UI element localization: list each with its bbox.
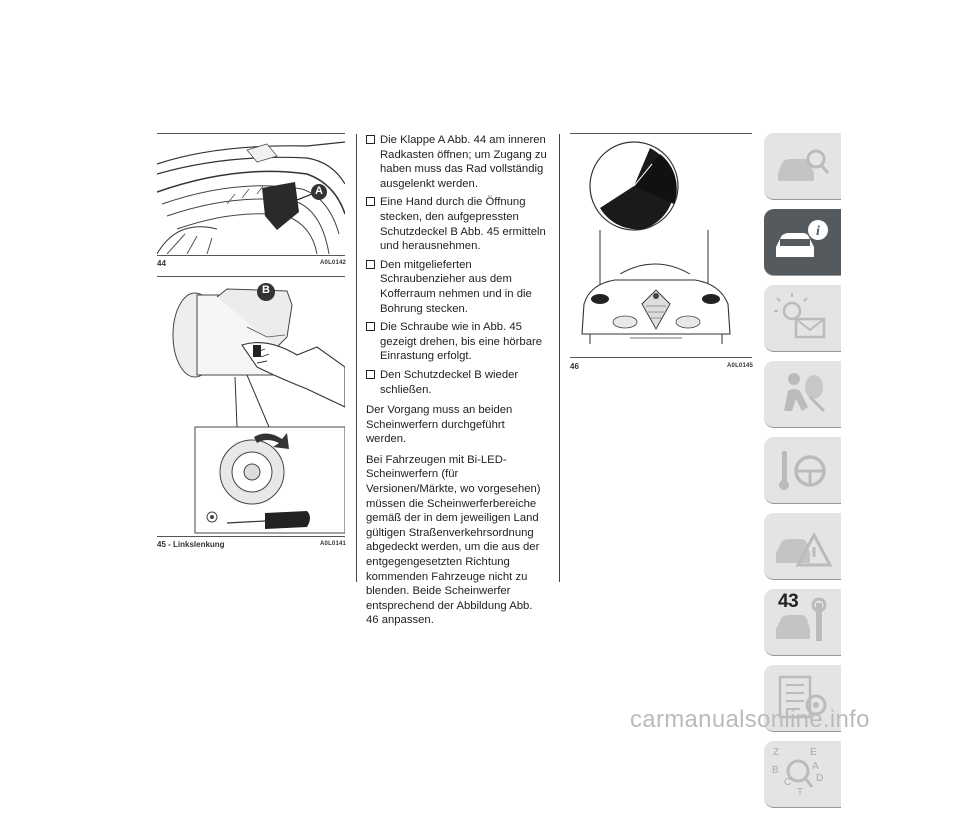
chapter-tab-car-info[interactable] bbox=[764, 209, 841, 276]
instruction-step-3: Den mitgelieferten Schraubenzieher aus dem Kofferraum nehmen und in die Bohrung stecken. bbox=[366, 258, 548, 316]
index-letter: A bbox=[812, 761, 819, 772]
index-letter: D bbox=[816, 773, 824, 784]
figure-45-code: A0L0141 bbox=[320, 541, 347, 547]
chapter-tab-emergency[interactable] bbox=[764, 513, 841, 580]
light-message-icon bbox=[772, 291, 832, 345]
car-warning-icon bbox=[772, 519, 832, 573]
checkbox-square-icon bbox=[366, 135, 375, 144]
svg-text:i: i bbox=[816, 224, 820, 239]
instruction-step-4: Die Schraube wie in Abb. 45 gezeigt drehen, bis eine hörbare Einrastung erfolgt. bbox=[366, 320, 548, 364]
instruction-step-5: Den Schutzdeckel B wieder schließen. bbox=[366, 368, 548, 397]
paragraph-bi-led: Bei Fahrzeugen mit Bi-LED-Scheinwerfern (für Versionen/Märkte, wo vorgesehen) müssen die Scheinwerferbereiche gemäß der in dem jeweiligen Land gültigen Straßenverkehrsordnung abgedeckt werden, um die aus der entgegengesetzten Richtung kommenden Fahrzeuge nicht zu blenden. Beide Scheinwerfer entsprechend der Abbildung Abb. 46 anpassen. bbox=[366, 453, 541, 627]
paragraph-both-headlamps: Der Vorgang muss an beiden Scheinwerfern durchgeführt werden. bbox=[366, 404, 513, 446]
callout-a-label: A bbox=[315, 185, 323, 197]
chapter-tab-lights-messages[interactable] bbox=[764, 285, 841, 352]
column-divider-right bbox=[559, 134, 560, 582]
column-divider-left bbox=[356, 134, 357, 582]
checkbox-square-icon bbox=[366, 197, 375, 206]
car-info-icon bbox=[772, 215, 832, 269]
chapter-tab-driving[interactable] bbox=[764, 437, 841, 504]
index-letter: B bbox=[772, 765, 779, 776]
figure-46-bottom-rule bbox=[570, 357, 752, 358]
figure-44-wheel-arch bbox=[157, 134, 345, 254]
index-letter: E bbox=[810, 747, 817, 758]
watermark: carmanualsonline.info bbox=[630, 706, 870, 733]
chapter-tab-index[interactable] bbox=[764, 741, 841, 808]
figure-46-code: A0L0145 bbox=[727, 363, 754, 369]
checkbox-square-icon bbox=[366, 260, 375, 269]
figure-45-bottom-rule bbox=[157, 536, 345, 537]
figure-46-car-front bbox=[570, 134, 752, 356]
figure-44-code: A0L0142 bbox=[320, 260, 347, 266]
steering-wheel-icon bbox=[772, 443, 832, 497]
checkbox-square-icon bbox=[366, 370, 375, 379]
instruction-step-2: Eine Hand durch die Öffnung stecken, den aufgepressten Schutzdeckel B Abb. 45 ermitteln und herausnehmen. bbox=[366, 195, 548, 253]
figure-45-caption: 45 - Linkslenkung bbox=[157, 540, 225, 549]
figure-46-number: 46 bbox=[570, 362, 579, 371]
chapter-tab-maintenance[interactable] bbox=[764, 589, 841, 656]
chapter-tab-car-search[interactable] bbox=[764, 133, 841, 200]
figure-44-number: 44 bbox=[157, 259, 166, 268]
index-letter: T bbox=[797, 787, 804, 798]
figure-44-bottom-rule bbox=[157, 255, 345, 256]
instruction-step-1: Die Klappe A Abb. 44 am inneren Radkasten öffnen; um Zugang zu haben muss das Rad vollständig ausgelenkt werden. bbox=[366, 133, 548, 191]
instruction-text-column bbox=[366, 133, 548, 628]
page-number: 43 bbox=[778, 591, 799, 612]
airbag-person-icon bbox=[772, 367, 832, 421]
figure-45-headlamp bbox=[157, 277, 345, 535]
car-search-icon bbox=[772, 139, 832, 193]
index-letter: Z bbox=[773, 747, 780, 758]
callout-b-label: B bbox=[262, 284, 270, 296]
index-letter: C bbox=[784, 777, 792, 788]
checkbox-square-icon bbox=[366, 322, 375, 331]
chapter-tab-safety[interactable] bbox=[764, 361, 841, 428]
